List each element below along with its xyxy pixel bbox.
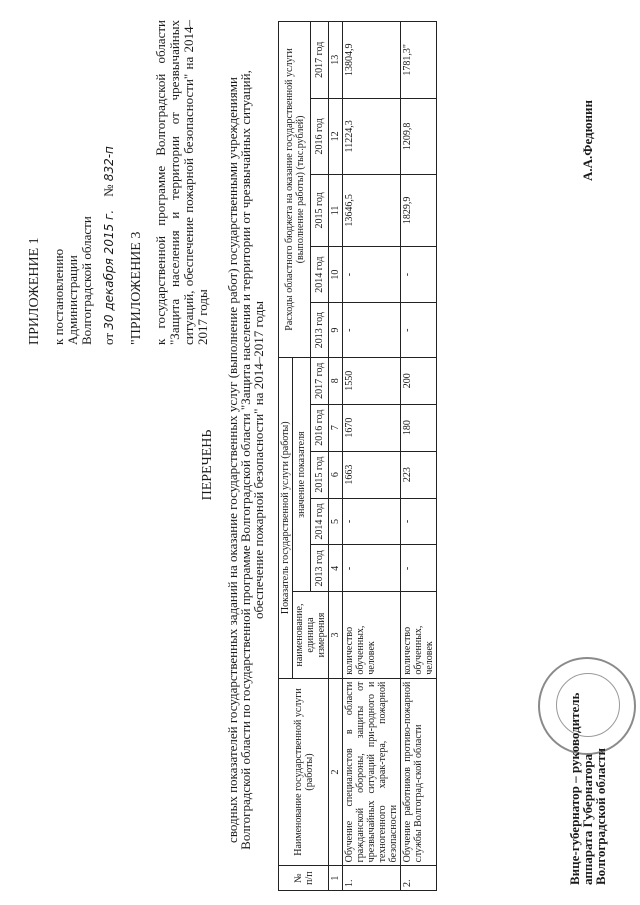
row-number: 1.: [343, 866, 401, 891]
budget-value: 1829,9: [401, 175, 437, 247]
year-header: 2016 год: [311, 98, 329, 175]
service-name: Обучение работников противо-пожарной службы Волгоград-ской области: [401, 678, 437, 866]
indicator-value: -: [343, 545, 401, 592]
year-header: 2017 год: [311, 22, 329, 99]
date-prefix: от: [101, 332, 116, 345]
region-text: Волгоградской области: [79, 216, 94, 345]
budget-value: 13804,9: [343, 22, 401, 99]
budget-value: -: [343, 246, 401, 303]
header-block: [28, 20, 210, 345]
indicator-value: -: [343, 498, 401, 545]
column-number: 6: [329, 451, 343, 498]
year-header: 2015 год: [311, 451, 329, 498]
indicator-value: 1663: [343, 451, 401, 498]
indicator-value: -: [401, 545, 437, 592]
indicator-name: количество обученных, человек: [343, 592, 401, 678]
column-number: 5: [329, 498, 343, 545]
indicator-value: 180: [401, 404, 437, 451]
header-indicator: Показатель государственной услуги (работы): [279, 357, 293, 678]
signatory-position: [568, 693, 607, 885]
budget-value: 1781,3": [401, 22, 437, 99]
budget-value: 13646,5: [343, 175, 401, 247]
appendix-3-label: "ПРИЛОЖЕНИЕ 3: [129, 231, 144, 345]
year-header: 2013 год: [311, 303, 329, 357]
number-prefix: №: [101, 184, 116, 197]
column-number: 7: [329, 404, 343, 451]
program-text: к государственной программе Волгоградской области "Защита населения и территории от чрезвычайных ситуаций, обеспечение пожарной безопасности" на 2014–2017 годы: [153, 20, 210, 345]
budget-value: -: [343, 303, 401, 357]
header-service: Наименование государственной услуги (работы): [279, 678, 329, 866]
document-subtitle: сводных показателей государственных заданий на оказание государственных услуг (выполнение работ) государственными учреждениями Волгоградской области по государственной программе Волгоградской области "Защита населения и территории от чрезвычайных ситуаций, обеспечение пожарной безопасности" на 2014–2017 годы: [225, 70, 266, 850]
document-title: ПЕРЕЧЕНЬ: [200, 429, 215, 501]
header-indicator-name: наименование, единица измерения: [293, 592, 329, 678]
signatory-name: А.А.Федюнин: [580, 99, 595, 181]
table-row: [401, 22, 437, 891]
year-header: 2014 год: [311, 498, 329, 545]
resolution-date-line: [102, 20, 116, 345]
column-number: 8: [329, 357, 343, 404]
column-number-row: [329, 22, 343, 891]
position-line: Волгоградской области: [593, 747, 608, 885]
indicator-value: -: [401, 498, 437, 545]
year-header: 2016 год: [311, 404, 329, 451]
position-line: аппарата Губернатора: [580, 753, 595, 885]
budget-value: -: [401, 303, 437, 357]
indicator-value: 1670: [343, 404, 401, 451]
column-number: 13: [329, 22, 343, 99]
administration-text: Администрации: [65, 255, 80, 345]
column-number: 9: [329, 303, 343, 357]
indicator-value: 200: [401, 357, 437, 404]
indicator-value: 1550: [343, 357, 401, 404]
indicators-table: [278, 21, 437, 891]
column-number: 10: [329, 246, 343, 303]
number-value: 832-п: [102, 146, 116, 182]
to-resolution-text: к постановлению: [51, 248, 66, 345]
table-header-row: [279, 22, 293, 891]
year-header: 2017 год: [311, 357, 329, 404]
year-header: 2013 год: [311, 545, 329, 592]
budget-value: 1209,8: [401, 98, 437, 175]
position-line: Вице-губернатор – руководитель: [567, 692, 582, 885]
column-number: 12: [329, 98, 343, 175]
column-number: 2: [329, 678, 343, 866]
column-number: 4: [329, 545, 343, 592]
header-indicator-value: значение показателя: [293, 357, 311, 592]
column-number: 1: [329, 866, 343, 891]
date-value: 30 декабря 2015 г.: [102, 209, 116, 330]
indicator-value: 223: [401, 451, 437, 498]
budget-value: -: [401, 246, 437, 303]
row-number: 2.: [401, 866, 437, 891]
year-header: 2014 год: [311, 246, 329, 303]
column-number: 11: [329, 175, 343, 247]
indicator-name: количество обученных, человек: [401, 592, 437, 678]
service-name: Обучение специалистов в области гражданской обороны, защиты от чрезвычайных ситуаций при-родного и техногенного харак-тера, пожарной безопасности: [343, 678, 401, 866]
year-header: 2015 год: [311, 175, 329, 247]
table-row: [343, 22, 401, 891]
header-num: № п/п: [279, 866, 329, 891]
appendix-1-label: ПРИЛОЖЕНИЕ 1: [27, 237, 42, 345]
header-budget: Расходы областного бюджета на оказание государственной услуги (выполнение работы) (тыс.рублей): [279, 22, 311, 358]
budget-value: 11224,3: [343, 98, 401, 175]
column-number: 3: [329, 592, 343, 678]
